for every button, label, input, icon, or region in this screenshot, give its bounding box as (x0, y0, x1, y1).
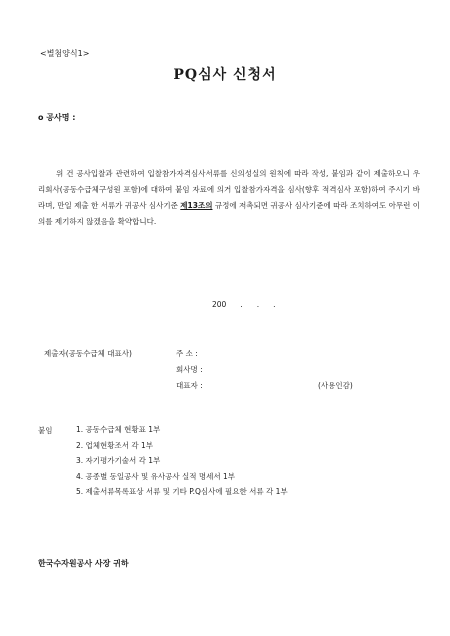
project-name-label: o 공사명 : (38, 113, 76, 122)
attachments-list (76, 425, 288, 503)
company-name-label: 회사명 : (176, 365, 203, 374)
document-title: PQ심사 신청서 (173, 67, 277, 83)
attachment-item: 5. 제출서류목록표상 서류 및 기타 P.Q심사에 필요한 서류 각 1부 (76, 487, 288, 496)
address-label: 주 소 : (176, 349, 198, 358)
date-year: 200 (212, 300, 227, 309)
submitter-label: 제출자(공동수급체 대표사) (44, 349, 132, 358)
date-line (212, 300, 276, 309)
attachment-item: 1. 공동수급체 현황표 1부 (76, 425, 161, 434)
date-month-dot: . (240, 300, 243, 309)
paragraph-part-2: 규정에 저촉되면 귀공사 심사기준에 따라 조치하여도 아무런 이의를 제기하지 않겠음을 확약합니다. (38, 200, 420, 226)
date-end-dot: . (273, 300, 276, 309)
representative-label: 대표자 : (176, 381, 203, 390)
paragraph-emphasis: 제13조의 (180, 200, 213, 210)
addressee: 한국수자원공사 사장 귀하 (38, 559, 129, 568)
attachments-label: 붙임 (38, 426, 53, 435)
declaration-paragraph (38, 166, 420, 230)
attachment-item: 3. 자기평가기술서 각 1부 (76, 456, 161, 465)
paragraph-part-1: 위 건 공사입찰과 관련하여 입찰참가자격심사서류를 신의성실의 원칙에 따라 작성, 붙임과 같이 제출하오니 우리회사(공동수급체구성원 포함)에 대하여 붙임 자료에 의거 입찰참가자격을 심사(향후 적격심사 포함)하여 주시기 바라며, 만일 제출 한 서류가 귀공사 심사기준 (38, 168, 420, 210)
seal-label: (사용인감) (318, 381, 353, 390)
date-day-dot: . (256, 300, 260, 309)
attachment-item: 4. 공종별 동일공사 및 유사공사 실적 명세서 1부 (76, 471, 236, 481)
form-label: <별첨양식1> (40, 49, 90, 58)
attachment-item: 2. 업체현황조서 각 1부 (76, 440, 154, 450)
